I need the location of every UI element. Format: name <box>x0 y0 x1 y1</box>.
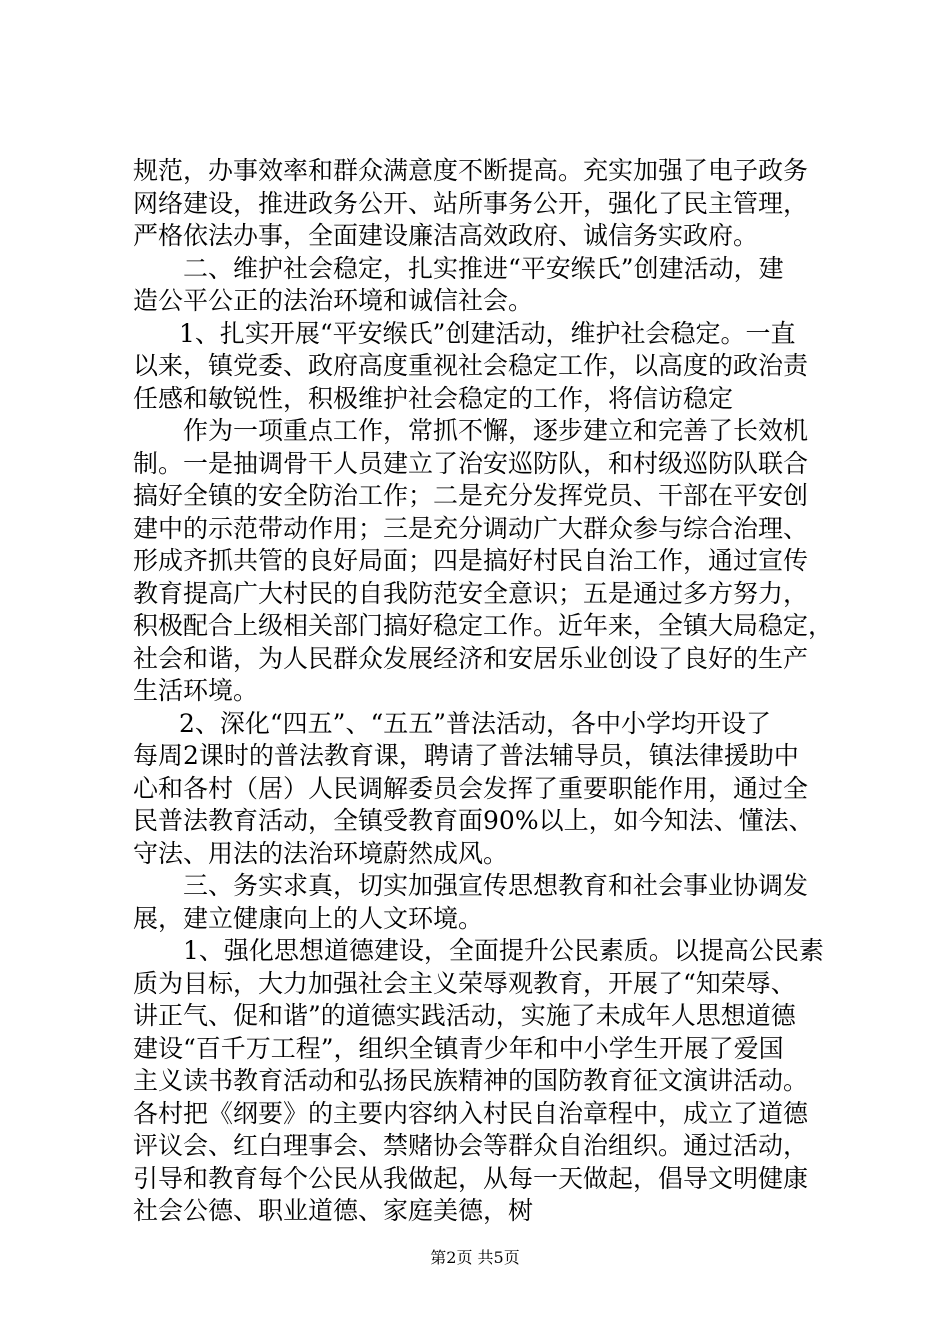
paragraph-line: 搞好全镇的安全防治工作；二是充分发挥党员、干部在平安创 <box>133 481 809 510</box>
paragraph-line: 每周2课时的普法教育课，聘请了普法辅导员，镇法律援助中 <box>133 741 799 770</box>
paragraph-line: 展，建立健康向上的人文环境。 <box>133 903 484 933</box>
paragraph-line: 引导和教育每个公民从我做起，从每一天做起，倡导文明健康 <box>133 1163 809 1193</box>
subsection-heading: 1、扎实开展“平安缑氏”创建活动，维护社会稳定。一直 <box>179 318 796 348</box>
paragraph-line: 各村把《纲要》的主要内容纳入村民自治章程中，成立了道德 <box>133 1098 809 1128</box>
paragraph-line: 制。一是抽调骨干人员建立了治安巡防队，和村级巡防队联合 <box>133 448 809 478</box>
subsection-heading: 2、深化“四五”、“五五”普法活动，各中小学均开设了 <box>179 708 772 738</box>
paragraph-line: 建设“百千万工程”，组织全镇青少年和中小学生开展了爱国 <box>133 1033 784 1063</box>
paragraph-line: 教育提高广大村民的自我防范安全意识；五是通过多方努力， <box>133 578 809 608</box>
paragraph-line: 以来，镇党委、政府高度重视社会稳定工作，以高度的政治责 <box>133 351 809 380</box>
paragraph-line: 评议会、红白理事会、禁赌协会等群众自治组织。通过活动， <box>133 1131 809 1160</box>
section-heading-two: 二、维护社会稳定，扎实推进“平安缑氏”创建活动，建 <box>183 253 784 283</box>
paragraph-line: 严格依法办事，全面建设廉洁高效政府、诚信务实政府。 <box>133 221 759 250</box>
document-body <box>133 155 833 1228</box>
paragraph-line: 造公平公正的法治环境和诚信社会。 <box>133 286 534 315</box>
paragraph-line: 建中的示范带动作用；三是充分调动广大群众参与综合治理、 <box>133 513 809 543</box>
section-heading-three: 三、务实求真，切实加强宣传思想教育和社会事业协调发 <box>183 871 809 900</box>
paragraph-line: 质为目标，大力加强社会主义荣辱观教育，开展了“知荣辱、 <box>133 968 796 998</box>
paragraph-line: 社会和谐，为人民群众发展经济和安居乐业创设了良好的生产 <box>133 643 809 673</box>
paragraph-line: 网络建设，推进政务公开、站所事务公开，强化了民主管理， <box>133 188 809 218</box>
paragraph-line: 主义读书教育活动和弘扬民族精神的国防教育征文演讲活动。 <box>133 1066 809 1095</box>
page-number-footer: 第2页 共5页 <box>430 1248 520 1267</box>
paragraph-line: 任感和敏锐性，积极维护社会稳定的工作，将信访稳定 <box>133 383 734 413</box>
paragraph-line: 形成齐抓共管的良好局面；四是搞好村民自治工作，通过宣传 <box>133 546 809 575</box>
paragraph-line: 心和各村（居）人民调解委员会发挥了重要职能作用，通过全 <box>133 773 809 803</box>
paragraph-line: 规范，办事效率和群众满意度不断提高。充实加强了电子政务 <box>133 156 809 185</box>
paragraph-line: 作为一项重点工作，常抓不懈，逐步建立和完善了长效机 <box>183 416 809 445</box>
paragraph-line: 守法、用法的法治环境蔚然成风。 <box>133 838 509 868</box>
subsection-heading: 1、强化思想道德建设，全面提升公民素质。以提高公民素 <box>183 936 824 965</box>
paragraph-line: 积极配合上级相关部门搞好稳定工作。近年来，全镇大局稳定， <box>133 611 834 640</box>
paragraph-line: 民普法教育活动，全镇受教育面90%以上，如今知法、懂法、 <box>133 806 814 835</box>
paragraph-line: 讲正气、促和谐”的道德实践活动，实施了未成年人思想道德 <box>133 1001 796 1030</box>
paragraph-line: 生活环境。 <box>133 676 259 705</box>
paragraph-line: 社会公德、职业道德、家庭美德，树 <box>133 1196 534 1225</box>
